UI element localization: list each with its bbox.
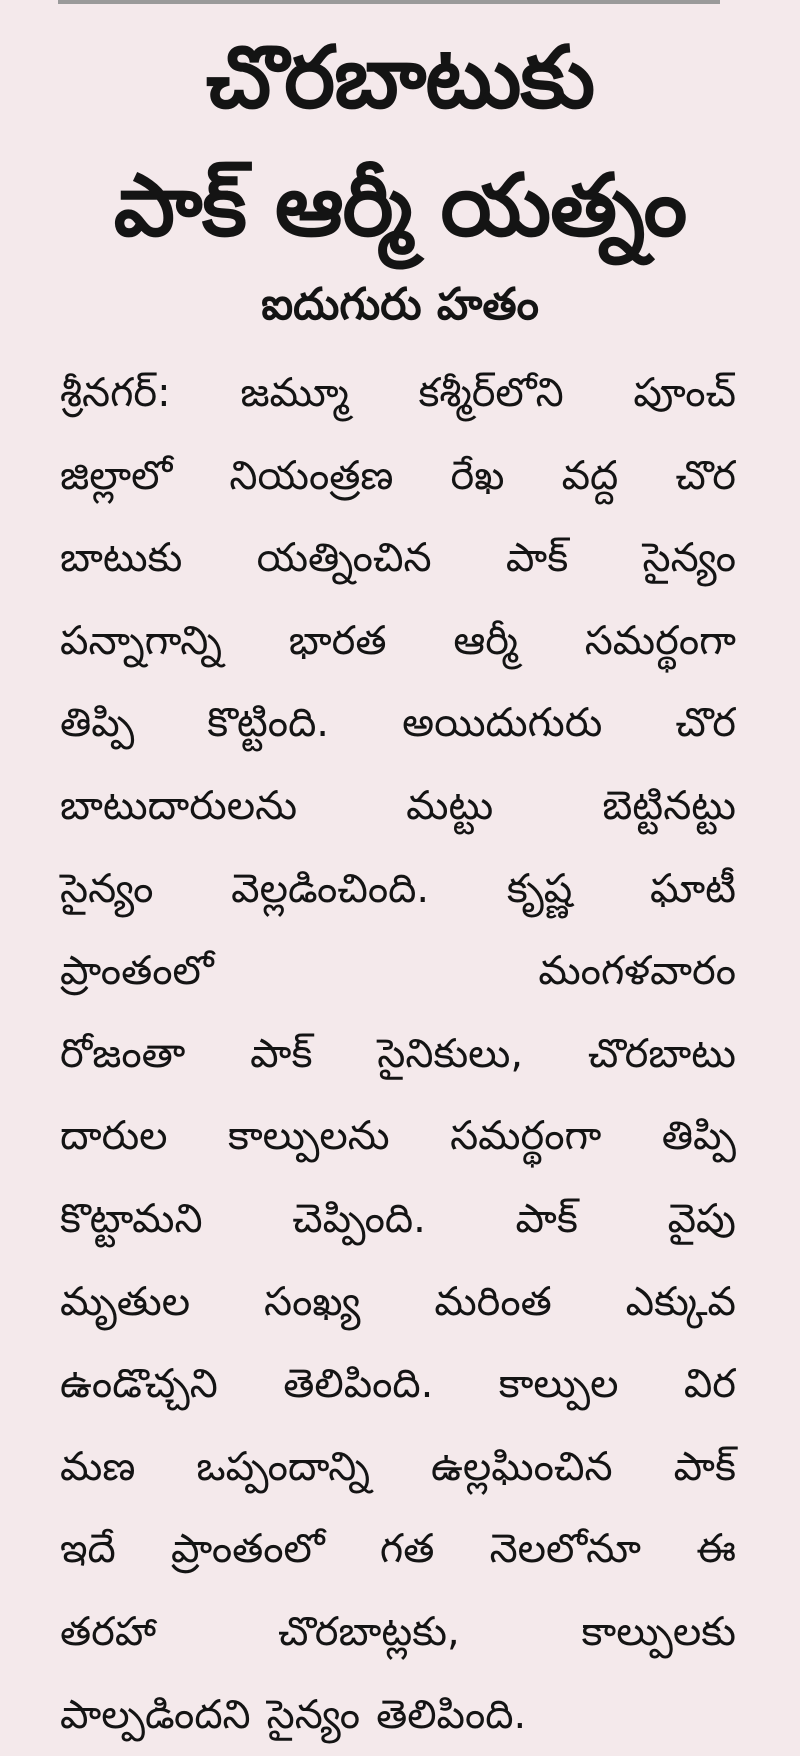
article-word: పూంచ్ [633, 352, 736, 435]
article-word: జిల్లాలో [60, 435, 172, 518]
article-word: సమర్థంగా [585, 600, 736, 683]
article-word: సైన్యం [267, 1674, 360, 1756]
article-line [60, 682, 736, 765]
article-line [60, 848, 736, 931]
article-word: కృష్ణ [507, 848, 572, 931]
article-line [60, 1178, 736, 1261]
article-word: ఒప్పందాన్ని [196, 1426, 370, 1509]
article-line [60, 1674, 736, 1756]
article-line [60, 1591, 736, 1674]
article-word: మట్టు [406, 765, 493, 848]
article-line [60, 435, 736, 518]
article-word: చొర [675, 682, 736, 765]
article-word: జమ్మూ [240, 352, 348, 435]
article-word: రోజంతా [60, 1013, 185, 1096]
article-line [60, 765, 736, 848]
article-word: సైనికులు, [377, 1013, 523, 1096]
article-word: ఘాటీ [650, 848, 736, 931]
article-word: చొరబాట్లకు, [278, 1591, 460, 1674]
article-word: పాక్ [250, 1013, 312, 1096]
article-word: ఉల్లఘించిన [431, 1426, 613, 1509]
article-line [60, 930, 736, 1013]
article-word: తిప్పి [60, 682, 134, 765]
article-word: తరహా [60, 1591, 156, 1674]
article-line [60, 1426, 736, 1509]
article-word: మరింత [434, 1261, 551, 1344]
article-word: తెలిపింది. [283, 1343, 433, 1426]
article-line [60, 600, 736, 683]
article-word: రేఖ [451, 435, 505, 518]
headline-line-1: చొరబాటుకు [0, 18, 800, 138]
article-word: సమర్థంగా [450, 1095, 601, 1178]
article-word: విర [684, 1343, 736, 1426]
article-word: గత [380, 1508, 434, 1591]
article-word: ఎక్కువ [626, 1261, 736, 1344]
article-word: పాక్ [674, 1426, 736, 1509]
article-line [60, 1095, 736, 1178]
article-word: కాల్పులను [228, 1095, 390, 1178]
article-word: సైన్యం [643, 517, 736, 600]
article-word: ఆర్మీ [453, 600, 518, 683]
article-line [60, 352, 736, 435]
article-word: భారత [289, 600, 387, 683]
article-word: శ్రీనగర్: [60, 352, 171, 435]
article-word: యత్నించిన [257, 517, 432, 600]
article-word: నియంత్రణ [229, 435, 393, 518]
article-word: చొరబాటు [588, 1013, 736, 1096]
article-word: పన్నాగాన్ని [60, 600, 222, 683]
article-word: అయిదుగురు [402, 682, 602, 765]
article-word: కొట్టింది. [207, 682, 329, 765]
article-body [60, 352, 736, 1756]
article-word: చెప్పింది. [292, 1178, 426, 1261]
article-word: కొట్టామని [60, 1178, 203, 1261]
article-word: ఉండొచ్చని [60, 1343, 218, 1426]
article-word: పాక్ [516, 1178, 578, 1261]
article-word: కాల్పుల [499, 1343, 619, 1426]
article-word: బెట్టినట్టు [602, 765, 736, 848]
article-word: మణ [60, 1426, 135, 1509]
article-word: కాల్పులకు [582, 1591, 736, 1674]
article-word: వద్ద [562, 435, 619, 518]
article-word: మంగళవారం [538, 930, 736, 1013]
article-word: వైపు [668, 1178, 736, 1261]
article-word: ప్రాంతంలో [60, 930, 214, 1013]
article-word: పాల్పడిందని [60, 1674, 251, 1756]
article-word: పాక్ [506, 517, 568, 600]
article-word: సంఖ్య [264, 1261, 360, 1344]
article-word: తిప్పి [662, 1095, 736, 1178]
article-line [60, 1261, 736, 1344]
article-word: ఈ [696, 1508, 736, 1591]
subheadline: ఐదుగురు హతం [0, 270, 800, 340]
article-word: దారుల [60, 1095, 168, 1178]
article-word: సైన్యం [60, 848, 153, 931]
article-word: తెలిపింది. [376, 1674, 526, 1756]
headline-line-2: పాక్ ఆర్మీ యత్నం [0, 146, 800, 266]
article-word: ఇదే [60, 1508, 116, 1591]
article-line [60, 1343, 736, 1426]
article-line [60, 1508, 736, 1591]
article-word: కశ్మీర్‌లోని [418, 352, 563, 435]
article-word: నెలలోనూ [490, 1508, 641, 1591]
article-word: బాటుకు [60, 517, 182, 600]
article-word: వెల్లడించింది. [231, 848, 429, 931]
article-word: మృతుల [60, 1261, 190, 1344]
article-line [60, 517, 736, 600]
top-rule [58, 0, 720, 4]
article-word: బాటుదారులను [60, 765, 297, 848]
article-word: చొర [675, 435, 736, 518]
article-word: ప్రాంతంలో [171, 1508, 325, 1591]
article-line [60, 1013, 736, 1096]
